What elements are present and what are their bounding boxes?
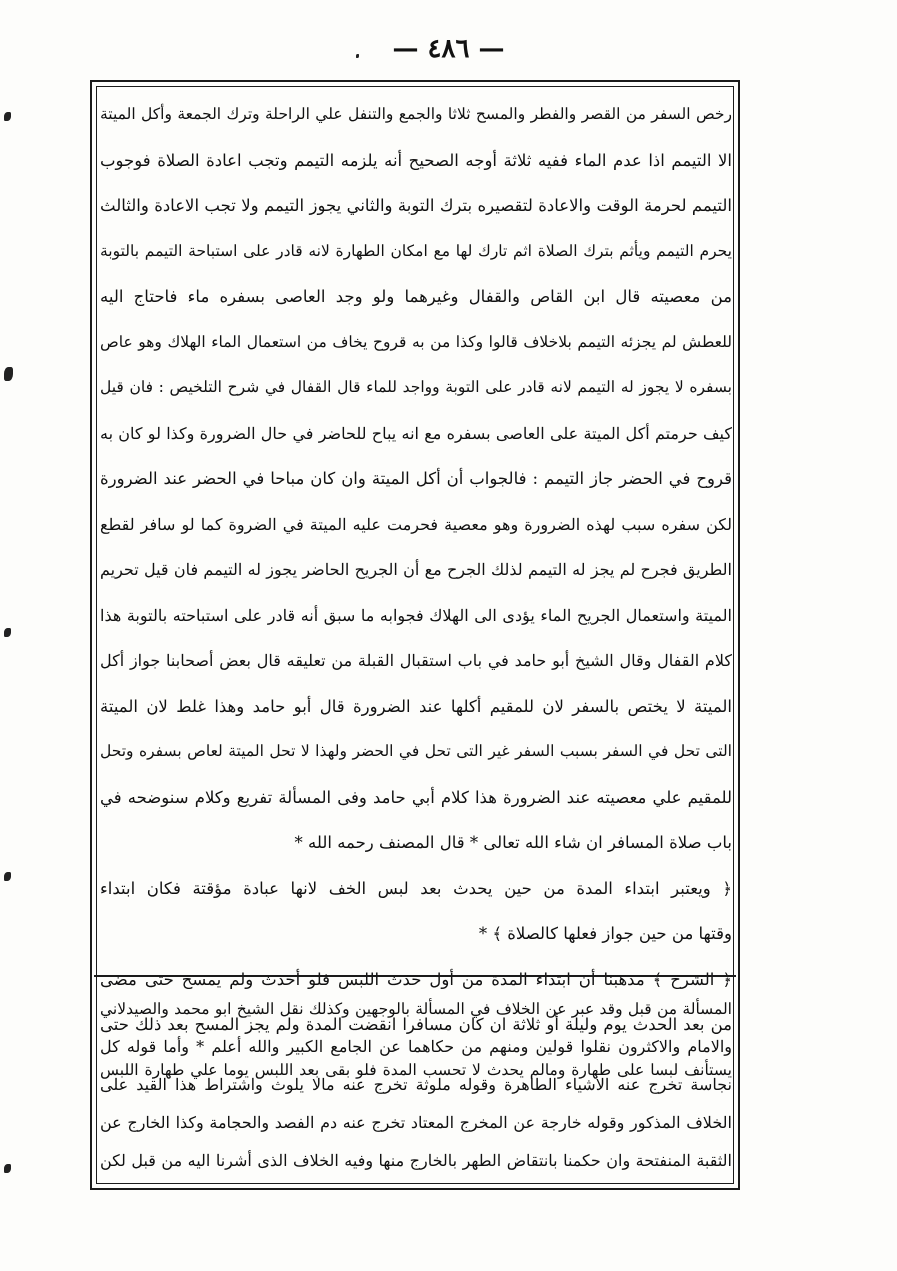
- footnote-line: والامام والاكثرون نقلوا قولين ومنهم من حكاهما عن الجامع الكبير والله أعلم * وأما قوله كل: [100, 1037, 732, 1056]
- main-line: قروح في الحضر جاز التيمم : فالجواب أن أكل الميتة وان كان مباحا في الحضر عند الضرورة: [100, 469, 732, 488]
- footnote-line: نجاسة تخرج عنه الاشياء الطاهرة وقوله ملوثة تخرج عنه مالا يلوث واشتراط هذا القيد على: [100, 1075, 732, 1094]
- main-line: الطريق فجرح لم يجز له التيمم لذلك الجرح مع أن الجريح الحاضر يجوز له التيمم فان قيل تحريم: [100, 560, 732, 579]
- footnote-line: المسألة من قبل وقد عبر عن الخلاف في المسألة بالوجهين وكذلك نقل الشيخ ابو محمد والصيدلاني: [100, 1000, 732, 1018]
- main-line: لكن سفره سبب لهذه الضرورة وهو معصية فحرمت عليه الميتة في الضروة كما لو سافر لقطع: [100, 514, 732, 534]
- main-line: التيمم لحرمة الوقت والاعادة لتقصيره بترك التوبة والثاني يجوز التيمم ولا تجب الاعادة والثالث: [100, 196, 732, 215]
- main-line: كيف حرمتم أكل الميتة على العاصى بسفره مع انه يباح للحاضر في حال الضرورة وكذا لو كان به: [100, 423, 732, 443]
- main-line: الميتة لا يختص بالسفر لان للمقيم أكلها عند الضرورة قال أبو حامد وهذا غلط لان الميتة: [100, 696, 732, 716]
- scan-speck: [4, 367, 13, 381]
- footnote-line: الثقبة المنفتحة وان حكمنا بانتقاض الطهر بالخارج منها وفيه الخلاف الذى أشرنا اليه من قبل لكن: [100, 1151, 732, 1170]
- main-line: رخص السفر من القصر والفطر والمسح ثلاثا والجمع والتنفل علي الراحلة وترك الجمعة وأكل الميتة: [100, 105, 732, 123]
- main-line: التى تحل في السفر بسبب السفر غير التى تحل في الحضر ولهذا لا تحل الميتة لعاص بسفره وتحل: [100, 742, 732, 760]
- main-line: يستأنف لبسا على طهارة ومالم يحدث لا تحسب المدة فلو بقى بعد اللبس يوما علي طهارة اللبس: [100, 1060, 732, 1079]
- scan-speck: [4, 872, 11, 881]
- footnote-line: الخلاف المذكور وقوله خارجة عن المخرج المعتاد تخرج عنه دم الفصد والحجامة وكذا الخارج عن: [100, 1113, 732, 1132]
- main-line: من معصيته قال ابن القاص والقفال وغيرهما ولو وجد العاصى بسفره ماء فاحتاج اليه: [100, 287, 732, 306]
- main-line: باب صلاة المسافر ان شاء الله تعالى * قال المصنف رحمه الله *: [294, 833, 732, 852]
- footnote-divider: [94, 975, 736, 977]
- footnote-text: [100, 990, 732, 1180]
- main-line: الا التيمم اذا عدم الماء ففيه ثلاثة أوجه الصحيح أنه يلزمه التيمم وتجب اعادة الصلاة فوجوب: [100, 150, 732, 170]
- main-line: وقتها من حين جواز فعلها كالصلاة ﴾ *: [478, 924, 732, 943]
- main-line: ﴿ الشرح ﴾ مذهبنا أن ابتداء المدة من أول حدث اللبس فلو أحدث ولم يمسح حتى مضى: [100, 969, 732, 989]
- main-line: من بعد الحدث يوم وليلة أو ثلاثة ان كان مسافرا انقضت المدة ولم يجز المسح بعد ذلك حتى: [100, 1015, 732, 1034]
- scan-speck: [356, 54, 359, 58]
- page-number: — ٤٨٦ —: [392, 34, 505, 64]
- main-text: [100, 92, 732, 1093]
- main-line: الميتة واستعمال الجريح الماء يؤدى الى الهلاك فجوابه ما سبق أنه قادر على استباحته بالتوبة هذا: [100, 605, 732, 625]
- main-line: يحرم التيمم ويأثم بترك الصلاة اثم تارك لها مع امكان الطهارة لانه قادر على استباحة التيمم بالتوبة: [100, 241, 732, 260]
- main-line: بسفره لا يجوز له التيمم لانه قادر على التوبة وواجد للماء قال القفال في شرح التلخيص : فان قيل: [100, 378, 732, 396]
- main-line: كلام القفال وقال الشيخ أبو حامد في باب استقبال القبلة من تعليقه قال بعض أصحابنا جواز أكل: [100, 651, 732, 670]
- scan-speck: [4, 628, 11, 637]
- main-line: للمقيم علي معصيته عند الضرورة هذا كلام أبي حامد وفى المسألة تفريع وكلام سنوضحه في: [100, 787, 732, 807]
- scan-speck: [4, 1164, 11, 1173]
- main-line: للعطش لم يجزئه التيمم بلاخلاف قالوا وكذا من به قروح يخاف من استعمال الماء الهلاك وهو عاص: [100, 332, 732, 351]
- scan-speck: [4, 112, 11, 121]
- main-line: ﴿ ويعتبر ابتداء المدة من حين يحدث بعد لبس الخف لانها عبادة مؤقتة فكان ابتداء: [100, 878, 732, 898]
